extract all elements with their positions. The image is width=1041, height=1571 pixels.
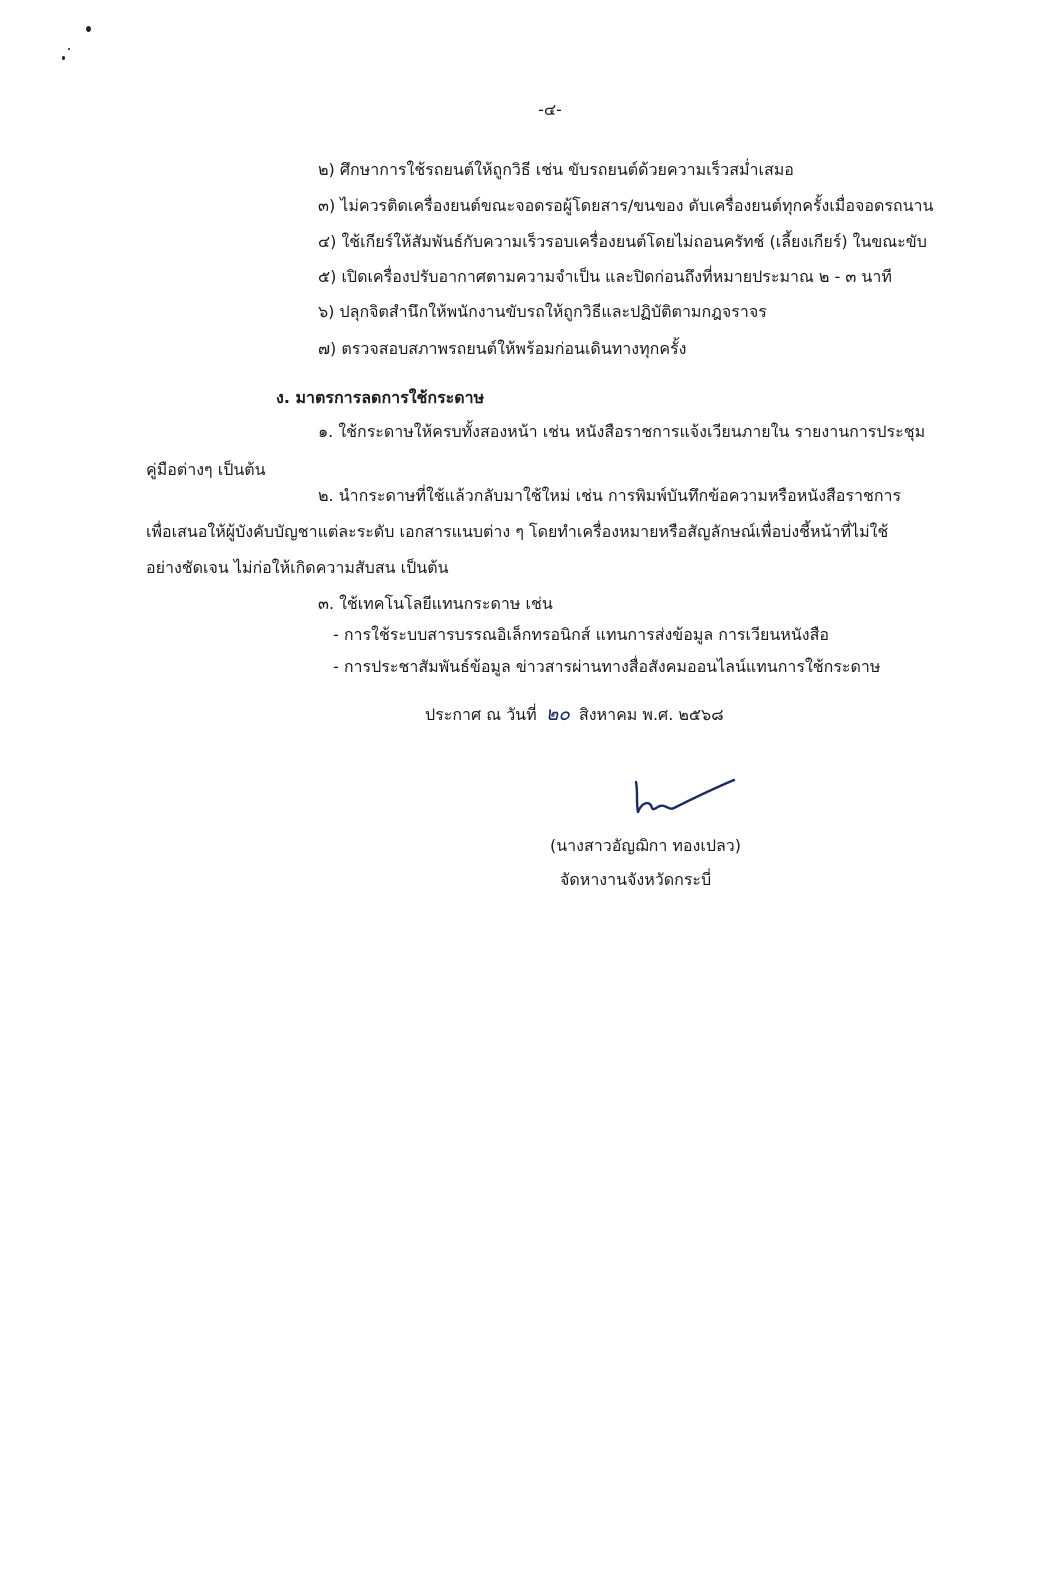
handwritten-day: ๒๐ (545, 703, 570, 725)
announcement-prefix: ประกาศ ณ วันที่ (425, 705, 537, 724)
paragraph-line: ๒. นำกระดาษที่ใช้แล้วกลับมาใช้ใหม่ เช่น การพิมพ์บันทึกข้อความหรือหนังสือราชการ (318, 486, 902, 505)
paragraph-line: ๑. ใช้กระดาษให้ครบทั้งสองหน้า เช่น หนังสือราชการแจ้งเวียนภายใน รายงานการประชุม (318, 422, 926, 441)
paragraph-line: อย่างชัดเจน ไม่ก่อให้เกิดความสับสน เป็นต้น (146, 558, 449, 577)
list-item: ๒) ศึกษาการใช้รถยนต์ให้ถูกวิธี เช่น ขับรถยนต์ด้วยความเร็วสม่ำเสมอ (318, 160, 794, 179)
bullet-item: - การใช้ระบบสารบรรณอิเล็กทรอนิกส์ แทนการส่งข้อมูล การเวียนหนังสือ (333, 625, 829, 644)
section-heading: ง. มาตรการลดการใช้กระดาษ (276, 388, 485, 407)
page-number: -๔- (538, 100, 562, 119)
scan-speck (86, 26, 91, 32)
announcement-suffix: สิงหาคม พ.ศ. ๒๕๖๘ (578, 705, 724, 724)
list-item: ๖) ปลุกจิตสำนึกให้พนักงานขับรถให้ถูกวิธีและปฏิบัติตามกฎจราจร (318, 302, 767, 321)
paragraph-line: เพื่อเสนอให้ผู้บังคับบัญชาแต่ละระดับ เอกสารแนบต่าง ๆ โดยทำเครื่องหมายหรือสัญลักษณ์เพื่อบ่งชี้หน้าที่ไม่ใช้ (146, 522, 889, 541)
scan-speck (68, 48, 70, 50)
signature-mark (630, 770, 740, 820)
bullet-item: - การประชาสัมพันธ์ข้อมูล ข่าวสารผ่านทางสื่อสังคมออนไลน์แทนการใช้กระดาษ (333, 657, 881, 676)
list-item: ๗) ตรวจสอบสภาพรถยนต์ให้พร้อมก่อนเดินทางทุกครั้ง (318, 339, 687, 358)
paragraph-line: คู่มือต่างๆ เป็นต้น (146, 460, 266, 479)
paragraph-line: ๓. ใช้เทคโนโลยีแทนกระดาษ เช่น (318, 594, 553, 613)
list-item: ๕) เปิดเครื่องปรับอากาศตามความจำเป็น และปิดก่อนถึงที่หมายประมาณ ๒ - ๓ นาที (318, 267, 892, 286)
list-item: ๔) ใช้เกียร์ให้สัมพันธ์กับความเร็วรอบเครื่องยนต์โดยไม่ถอนครัทช์ (เลี้ยงเกียร์) ในขณะขับ (318, 232, 927, 251)
announcement-date (425, 702, 724, 726)
signatory-title: จัดหางานจังหวัดกระบี่ (560, 870, 712, 889)
signatory-name: (นางสาวอัญฌิกา ทองเปลว) (550, 836, 742, 855)
scan-speck (62, 56, 65, 60)
list-item: ๓) ไม่ควรติดเครื่องยนต์ขณะจอดรอผู้โดยสาร/ขนของ ดับเครื่องยนต์ทุกครั้งเมื่อจอดรถนาน (318, 196, 934, 215)
